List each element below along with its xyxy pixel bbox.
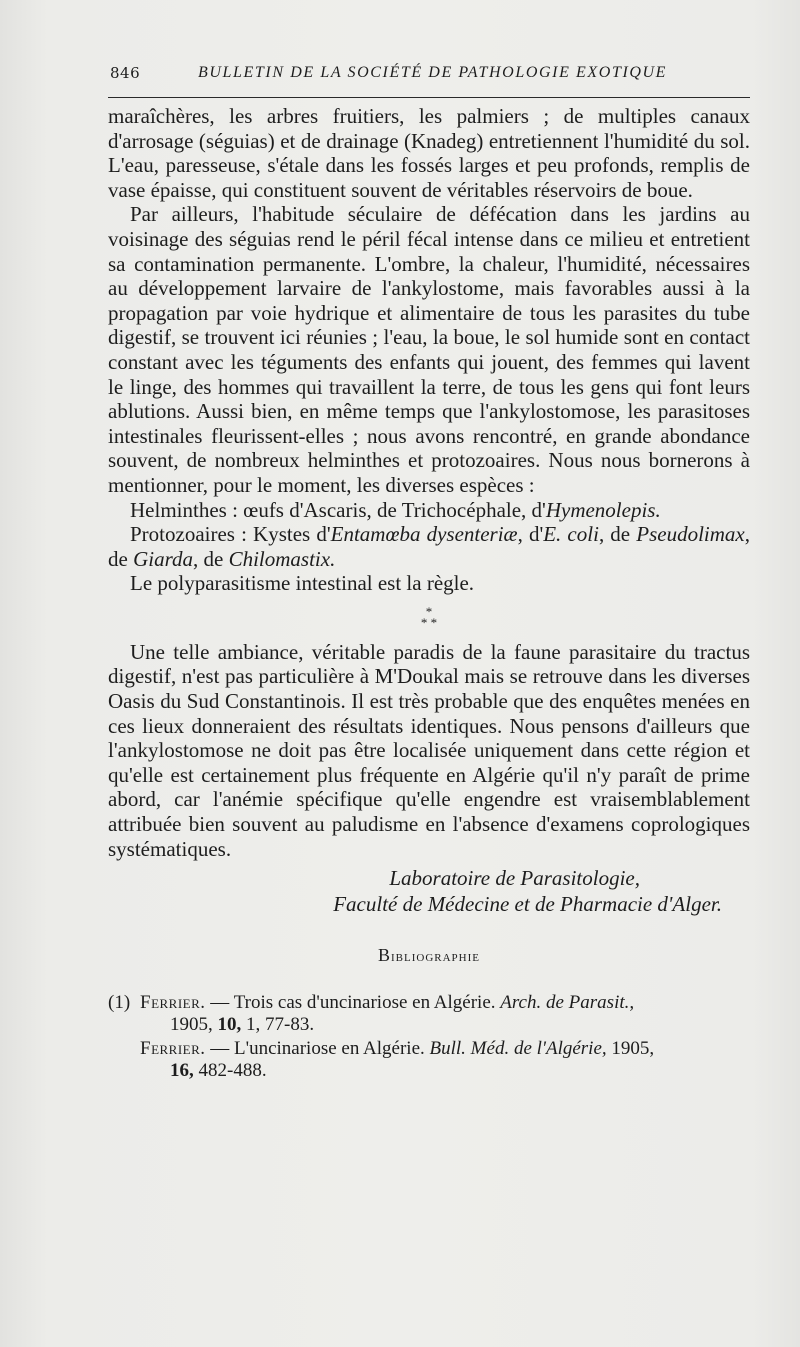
polyparasitism-line: Le polyparasitisme intestinal est la règle. bbox=[130, 571, 475, 596]
sep-3: , de bbox=[108, 522, 750, 571]
paragraph-1: maraîchères, les arbres fruitiers, les palmiers ; de multiples canaux d'arrosage (séguias) et de drainage (Knadeg) entretiennent l'humidité du sol. L'eau, paresseuse, s'étale dans les fossés larges et peu profonds, remplis de vase épaisse, qui constituent souvent de véritables réservoirs de boue. bbox=[108, 104, 750, 202]
article-body bbox=[108, 104, 750, 1082]
header-rule bbox=[108, 97, 750, 98]
reference-journal: Bull. Méd. de l'Algérie, bbox=[429, 1037, 607, 1059]
page-header bbox=[110, 64, 750, 94]
asterism-bottom: * * bbox=[420, 614, 438, 630]
signature-lab: Laboratoire de Parasitologie, bbox=[389, 866, 640, 891]
reference-year: 1905, bbox=[170, 1013, 213, 1035]
bibliography-heading-rest: ibliographie bbox=[391, 949, 480, 966]
reference-pages: 1, 77-83. bbox=[246, 1013, 315, 1035]
sep-2: , de bbox=[598, 522, 637, 547]
reference-number: (1) bbox=[108, 991, 131, 1013]
reference-volume: 16, bbox=[170, 1059, 194, 1081]
section-asterism bbox=[108, 603, 750, 630]
helminthes-species: Hymenolepis. bbox=[545, 497, 661, 522]
reference-1 bbox=[108, 992, 750, 1036]
species-giarda: Giarda bbox=[133, 546, 193, 571]
helminthes-lead: Helminthes : œufs d'Ascaris, de Trichocéphale, d' bbox=[130, 497, 546, 522]
reference-journal: Arch. de Parasit., bbox=[500, 991, 635, 1013]
reference-2 bbox=[108, 1038, 750, 1082]
sep-1: , d' bbox=[517, 522, 544, 547]
signature-block bbox=[108, 865, 750, 917]
reference-1-details bbox=[108, 1014, 750, 1036]
reference-2-details bbox=[140, 1060, 750, 1082]
reference-title: — Trois cas d'uncinariose en Algérie. bbox=[205, 991, 501, 1013]
protozoaires-lead: Protozoaires : Kystes d' bbox=[130, 522, 331, 547]
species-entamoeba: Entamœba dysenteriæ bbox=[330, 522, 518, 547]
species-ecoli: E. coli bbox=[543, 522, 599, 547]
reference-author: Ferrier. bbox=[140, 1037, 206, 1059]
paragraph-2: Par ailleurs, l'habitude séculaire de défécation dans les jardins au voisinage des séguias rend le péril fécal intense dans ce milieu et entretient sa contamination permanente. L'ombre, la chaleur, l'humidité, nécessaires au développement larvaire de l'ankylostome, mais favorables aussi à la propagation par voie hydrique et alimentaire de tous les parasites du tube digestif, se trouvent ici réunies ; l'eau, la boue, le sol humide sont en contact constant avec les téguments des enfants qui jouent, des femmes qui lavent le linge, des hommes qui travaillent la terre, de tous les gens qui font leurs ablutions. Aussi bien, en même temps que l'ankylostomose, les parasitoses intestinales fleurissent-elles ; nous avons rencontré, en grande abondance souvent, de nombreux helminthes et protozoaires. Nous nous bornerons à mentionner, pour le moment, les diverses espèces : bbox=[108, 202, 750, 497]
asterism-top: * bbox=[425, 603, 433, 619]
species-chilomastix: Chilomastix. bbox=[228, 546, 336, 571]
running-head: BULLETIN DE LA SOCIÉTÉ DE PATHOLOGIE EXOTIQUE bbox=[198, 64, 668, 81]
bibliography-heading-initial: B bbox=[377, 945, 391, 966]
reference-pages: 482-488. bbox=[198, 1059, 267, 1081]
reference-volume: 10, bbox=[217, 1013, 242, 1035]
species-pseudolimax: Pseudolimax bbox=[636, 522, 745, 547]
bibliography-heading bbox=[108, 943, 750, 970]
paragraph-3: Une telle ambiance, véritable paradis de la faune parasitaire du tractus digestif, n'est pas particulière à M'Doukal mais se retrouve dans les diverses Oasis du Sud Constantinois. Il est très probable que des enquêtes menées en ces lieux donneraient des résultats identiques. Nous pensons d'ailleurs que l'ankylostomose ne doit pas être localisée uniquement dans cette région et qu'elle est certainement plus fréquente en Algérie qu'il n'y paraît de prime abord, car l'anémie spécifique qu'elle engendre est vraisemblablement attribuée bien souvent au paludisme en l'absence d'examens coprologiques systématiques. bbox=[108, 639, 750, 861]
signature-faculty: Faculté de Médecine et de Pharmacie d'Alger. bbox=[333, 892, 722, 917]
reference-author: Ferrier. bbox=[140, 991, 206, 1013]
reference-year: 1905, bbox=[611, 1037, 655, 1059]
sep-4: , de bbox=[192, 546, 229, 571]
reference-title: — L'uncinariose en Algérie. bbox=[205, 1037, 430, 1059]
page-number: 846 bbox=[110, 64, 141, 82]
protozoaires-line bbox=[108, 522, 750, 571]
helminthes-line bbox=[108, 498, 750, 523]
